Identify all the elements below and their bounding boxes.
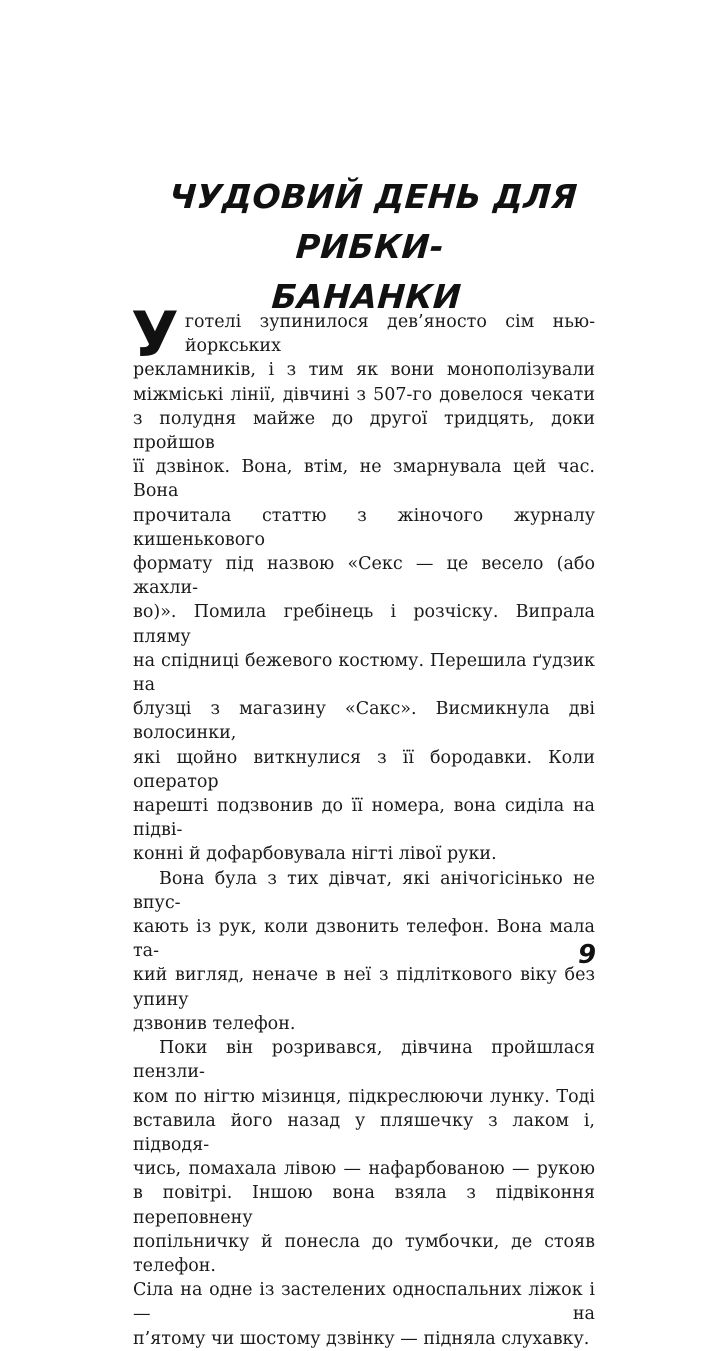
text-line: в повітрі. Іншою вона взяла з підвіконня переповнену	[133, 1183, 595, 1228]
text-line: з полудня майже до другої тридцять, доки пройшов	[133, 408, 595, 454]
chapter-title-line-2: БАНАНКИ	[270, 277, 463, 316]
text-line: нарешті подзвонив до її номера, вона сиділа на підві-	[133, 796, 595, 841]
text-line: міжміські лінії, дівчині з 507-го довелося чекати	[133, 384, 595, 405]
text-line: Сіла на одне із застелених односпальних ліжок і — на	[133, 1280, 595, 1325]
page-number: 9	[578, 940, 597, 970]
text-line: які щойно виткнулися з її бородавки. Коли оператор	[133, 747, 595, 792]
text-line: конні й дофарбовувала нігті лівої руки.	[133, 844, 497, 865]
text-line: Вона була з тих дівчат, які анічогісінько не впус-	[133, 868, 595, 913]
text-line: її дзвінок. Вона, втім, не змарнувала цей час. Вона	[133, 457, 595, 502]
text-line: прочитала статтю з жіночого журналу кишенькового	[133, 505, 595, 550]
chapter-title-line-1: ЧУДОВИЙ ДЕНЬ ДЛЯ РИБКИ-	[168, 177, 579, 266]
drop-cap: У	[131, 298, 179, 371]
text-line: дзвонив телефон.	[133, 1013, 296, 1034]
text-line: блузці з магазину «Сакс». Висмикнула дві волосинки,	[133, 699, 595, 744]
paragraph-2	[133, 867, 595, 1036]
text-line: на спідниці бежевого костюму. Перешила ґудзик на	[133, 650, 595, 696]
text-line: попільничку й понесла до тумбочки, де стояв телефон.	[133, 1231, 595, 1276]
text-line: ком по нігтю мізинця, підкреслюючи лунку. Тоді	[133, 1086, 595, 1107]
text-line: вставила його назад у пляшечку з лаком і, підводя-	[133, 1110, 595, 1155]
text-line: чись, помахала лівою — нафарбованою — рукою	[133, 1159, 595, 1180]
body-text	[131, 298, 595, 1351]
text-line: готелі зупинилося дев’яносто сім нью-йоркських	[184, 312, 595, 357]
text-line: формату під назвою «Секс — це весело (або жахли-	[133, 554, 595, 599]
text-line: кають із рук, коли дзвонить телефон. Вона мала та-	[133, 917, 595, 962]
text-line: во)». Помила гребінець і розчіску. Випрала пляму	[133, 602, 595, 647]
text-line: кий вигляд, неначе в неї з підліткового віку без упину	[133, 965, 595, 1010]
paragraph-3	[133, 1036, 595, 1351]
paragraph-1	[131, 298, 595, 867]
chapter-title	[115, 172, 625, 322]
text-line: п’ятому чи шостому дзвінку — підняла слухавку.	[133, 1328, 590, 1349]
text-line: рекламників, і з тим як вони монополізували	[133, 360, 595, 381]
text-line: Поки він розривався, дівчина пройшлася пензли-	[133, 1038, 595, 1083]
